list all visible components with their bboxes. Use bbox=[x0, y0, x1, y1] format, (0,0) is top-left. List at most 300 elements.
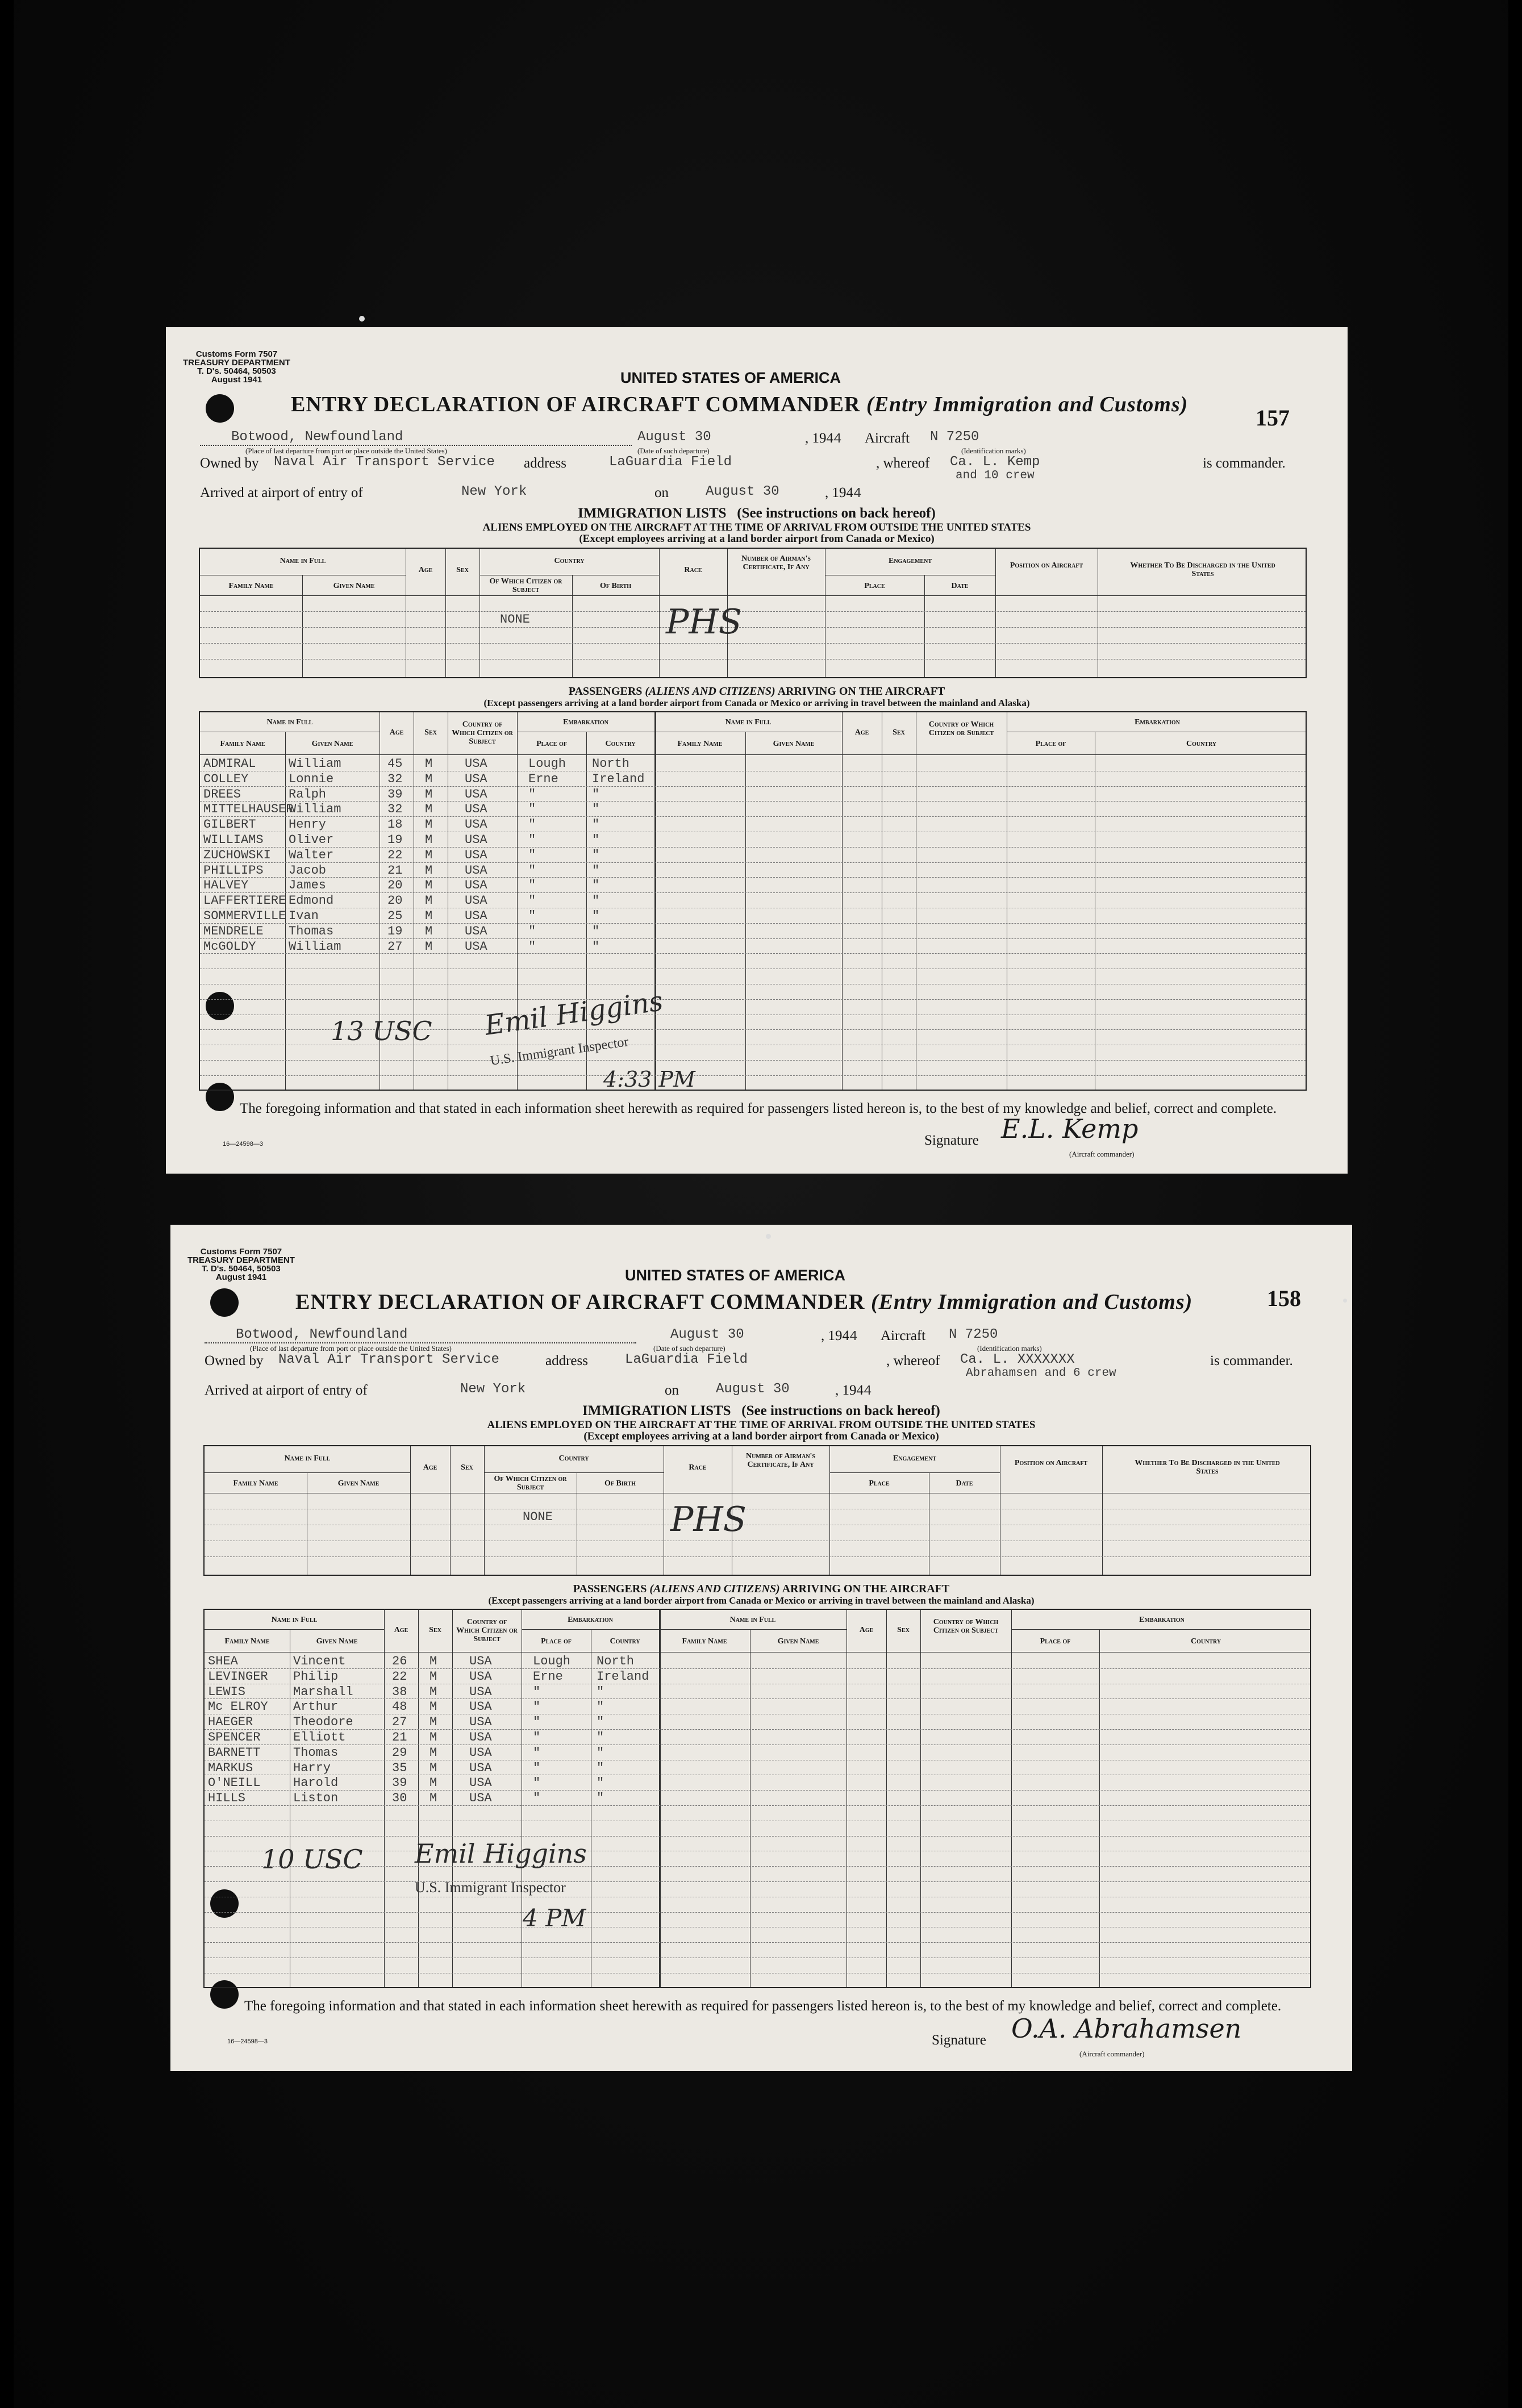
th-citizen-of-2: Country of Which Citizen or Subject bbox=[928, 720, 994, 737]
cell-age: 22 bbox=[387, 848, 403, 862]
title-main: ENTRY DECLARATION OF AIRCRAFT COMMANDER bbox=[291, 393, 861, 416]
on-label: on bbox=[665, 1383, 679, 1398]
signature-caption: (Aircraft commander) bbox=[1079, 2050, 1145, 2058]
cell-embark-country: " bbox=[592, 787, 600, 802]
form-title bbox=[291, 392, 1188, 417]
passengers-a: PASSENGERS bbox=[568, 685, 643, 698]
cell-citizen: USA bbox=[469, 1776, 492, 1791]
form-edition: August 1941 bbox=[215, 1272, 267, 1282]
aircraft-label: Aircraft bbox=[881, 1328, 926, 1343]
cell-embark-place: " bbox=[528, 817, 536, 832]
cell-embark-country: " bbox=[592, 894, 600, 908]
cell-age: 48 bbox=[392, 1700, 407, 1714]
cell-sex: M bbox=[425, 833, 433, 847]
print-code: 16—24598—3 bbox=[227, 2038, 268, 2045]
cell-family-name: SPENCER bbox=[208, 1730, 261, 1745]
cell-family-name: WILLIAMS bbox=[203, 833, 264, 847]
cell-family-name: O'NEILL bbox=[208, 1776, 261, 1791]
cell-embark-place: " bbox=[533, 1715, 541, 1730]
id-caption: (Identification marks) bbox=[977, 1344, 1042, 1353]
passengers-a: PASSENGERS bbox=[573, 1583, 647, 1595]
cell-age: 32 bbox=[387, 771, 403, 786]
aircraft-label: Aircraft bbox=[865, 431, 910, 446]
cell-citizen: USA bbox=[469, 1684, 492, 1699]
cell-sex: M bbox=[425, 757, 433, 771]
cell-age: 39 bbox=[387, 787, 403, 802]
cell-sex: M bbox=[425, 802, 433, 817]
year-suffix: , 194 bbox=[835, 1383, 864, 1398]
cell-family-name: DREES bbox=[203, 787, 241, 802]
cell-age: 22 bbox=[392, 1669, 407, 1684]
departure-date: August 30 bbox=[670, 1327, 744, 1342]
row-rule bbox=[200, 892, 1306, 893]
cell-given-name: Philip bbox=[293, 1669, 339, 1684]
th-given-name: Given Name bbox=[311, 740, 353, 748]
arrived-label: Arrived at airport of entry of bbox=[205, 1383, 368, 1398]
cell-embark-place: " bbox=[528, 833, 536, 847]
cell-citizen: USA bbox=[469, 1700, 492, 1714]
cell-embark-country: " bbox=[597, 1715, 604, 1730]
aliens-none: NONE bbox=[500, 612, 530, 627]
cell-embark-place: " bbox=[533, 1700, 541, 1714]
cell-embark-place: " bbox=[528, 878, 536, 893]
row-rule bbox=[200, 786, 1306, 787]
th-country: Country bbox=[558, 1454, 589, 1463]
row-rule bbox=[205, 1729, 1310, 1730]
th-citizen-of-2: Country of Which Citizen or Subject bbox=[933, 1618, 999, 1635]
th-age: Age bbox=[423, 1463, 437, 1472]
cell-embark-country: Ireland bbox=[592, 771, 645, 786]
aliens-stamp: PHS bbox=[670, 1500, 747, 1539]
cell-family-name: PHILLIPS bbox=[203, 863, 264, 878]
cell-family-name: COLLEY bbox=[203, 771, 249, 786]
row-rule bbox=[205, 1942, 1310, 1943]
cell-age: 19 bbox=[387, 924, 403, 938]
form-reference: T. D's. 50464, 50503 bbox=[197, 366, 276, 376]
country-heading: UNITED STATES OF AMERICA bbox=[620, 369, 841, 386]
cell-family-name: LEWIS bbox=[208, 1684, 246, 1699]
film-speck bbox=[766, 1234, 771, 1239]
usc-stamp: 13 USC bbox=[331, 1016, 432, 1046]
time-note: 4:33 PM bbox=[603, 1067, 695, 1092]
usc-stamp: 10 USC bbox=[261, 1844, 363, 1875]
is-commander-label: is commander. bbox=[1210, 1353, 1293, 1368]
cell-citizen: USA bbox=[469, 1791, 492, 1806]
cell-embark-country: North bbox=[597, 1654, 635, 1668]
cell-embark-country: North bbox=[592, 757, 630, 771]
row-rule bbox=[205, 1805, 1310, 1806]
cell-sex: M bbox=[425, 939, 433, 954]
cell-age: 30 bbox=[392, 1791, 407, 1806]
cell-embark-place: " bbox=[533, 1791, 541, 1806]
immigration-note: (See instructions on back hereof) bbox=[741, 1403, 940, 1418]
cell-family-name: ZUCHOWSKI bbox=[203, 848, 271, 862]
owner: Naval Air Transport Service bbox=[278, 1352, 499, 1367]
cell-age: 39 bbox=[392, 1776, 407, 1791]
cell-embark-place: " bbox=[533, 1684, 541, 1699]
th-sex: Sex bbox=[456, 566, 469, 574]
immigration-title: IMMIGRATION LISTS bbox=[582, 1403, 731, 1418]
cell-given-name: Harold bbox=[293, 1776, 339, 1791]
cell-given-name: Ivan bbox=[289, 909, 319, 923]
year-digit: 4 bbox=[853, 486, 862, 502]
film-speck bbox=[1343, 1299, 1347, 1303]
passengers-b: (ALIENS AND CITIZENS) bbox=[645, 685, 775, 698]
cell-embark-place: " bbox=[528, 939, 536, 954]
form-name: Customs Form 7507 bbox=[195, 349, 278, 359]
form-reference: T. D's. 50464, 50503 bbox=[202, 1264, 281, 1274]
cell-family-name: McGOLDY bbox=[203, 939, 256, 954]
cell-embark-country: " bbox=[592, 909, 600, 923]
row-rule bbox=[200, 877, 1306, 878]
cell-sex: M bbox=[430, 1654, 437, 1668]
th-position: Position on Aircraft bbox=[1014, 1459, 1088, 1467]
th-given-name: Given Name bbox=[333, 582, 375, 590]
punch-hole bbox=[210, 1288, 239, 1317]
punch-hole bbox=[206, 394, 234, 423]
immigration-note: (See instructions on back hereof) bbox=[737, 506, 936, 521]
th-embarkation: Embarkation bbox=[563, 718, 608, 727]
cell-age: 35 bbox=[392, 1760, 407, 1775]
whereof-label: , whereof bbox=[886, 1353, 940, 1368]
place-caption: (Place of last departure from port or place outside the United States) bbox=[250, 1344, 452, 1353]
cell-given-name: Liston bbox=[293, 1791, 339, 1806]
th-race: Race bbox=[684, 566, 702, 574]
row-rule bbox=[200, 1075, 1306, 1076]
cell-embark-place: " bbox=[528, 802, 536, 817]
cell-age: 18 bbox=[387, 817, 403, 832]
cell-age: 27 bbox=[392, 1715, 407, 1730]
th-name-in-full: Name in Full bbox=[266, 718, 313, 727]
cell-sex: M bbox=[430, 1776, 437, 1791]
cell-embark-country: " bbox=[597, 1760, 604, 1775]
id-caption: (Identification marks) bbox=[961, 446, 1026, 455]
row-rule bbox=[205, 1790, 1310, 1791]
title-italic: (Entry Immigration and Customs) bbox=[870, 1290, 1193, 1314]
owner-address: LaGuardia Field bbox=[609, 454, 732, 470]
cell-age: 21 bbox=[387, 863, 403, 878]
cell-citizen: USA bbox=[465, 863, 487, 878]
cell-given-name: Ralph bbox=[289, 787, 327, 802]
th-citizen-of: Country of Which Citizen or Subject bbox=[452, 720, 513, 746]
th-citizen-of: Of Which Citizen or Subject bbox=[489, 577, 562, 594]
th-place-of-2: Place of bbox=[1035, 740, 1066, 748]
cell-family-name: HALVEY bbox=[203, 878, 249, 893]
cell-citizen: USA bbox=[465, 894, 487, 908]
th-given-name-2: Given Name bbox=[773, 740, 815, 748]
th-sex: Sex bbox=[424, 728, 437, 737]
passengers-b: (ALIENS AND CITIZENS) bbox=[649, 1583, 780, 1595]
cell-sex: M bbox=[430, 1700, 437, 1714]
owner: Naval Air Transport Service bbox=[274, 454, 495, 470]
cell-given-name: Marshall bbox=[293, 1684, 353, 1699]
page-number: 157 bbox=[1256, 405, 1290, 431]
cell-given-name: Thomas bbox=[289, 924, 334, 938]
inspector-title: U.S. Immigrant Inspector bbox=[415, 1879, 566, 1896]
row-rule bbox=[200, 862, 1306, 863]
th-discharged: Whether To Be Discharged in the United States bbox=[1135, 1459, 1280, 1476]
row-rule bbox=[200, 953, 1306, 954]
cell-embark-country: " bbox=[592, 833, 600, 847]
row-rule bbox=[200, 816, 1306, 817]
th-country: Country bbox=[610, 1637, 640, 1646]
cell-family-name: BARNETT bbox=[208, 1745, 261, 1760]
cell-given-name: Harry bbox=[293, 1760, 331, 1775]
year-digit: 4 bbox=[833, 432, 842, 447]
cell-citizen: USA bbox=[469, 1745, 492, 1760]
th-family-name: Family Name bbox=[220, 740, 265, 748]
commander-signature: E.L. Kemp bbox=[1001, 1113, 1139, 1144]
date-caption: (Date of such departure) bbox=[637, 446, 710, 455]
cell-embark-place: " bbox=[528, 894, 536, 908]
arrival-airport: New York bbox=[460, 1382, 526, 1397]
cell-embark-country: Ireland bbox=[597, 1669, 649, 1684]
cell-age: 20 bbox=[387, 894, 403, 908]
th-sex: Sex bbox=[461, 1463, 473, 1472]
th-name-in-full: Name in Full bbox=[284, 1454, 331, 1463]
row-rule bbox=[200, 923, 1306, 924]
aliens-table bbox=[203, 1445, 1311, 1576]
cell-citizen: USA bbox=[469, 1654, 492, 1668]
cell-sex: M bbox=[425, 817, 433, 832]
cell-given-name: Jacob bbox=[289, 863, 327, 878]
passengers-except: (Except passengers arriving at a land border airport from Canada or Mexico or arriving in travel between the mainland and Alaska) bbox=[488, 1595, 1035, 1606]
cell-sex: M bbox=[430, 1669, 437, 1684]
row-rule bbox=[200, 938, 1306, 939]
cell-given-name: Vincent bbox=[293, 1654, 346, 1668]
crew-note: Abrahamsen and 6 crew bbox=[966, 1367, 1116, 1380]
departure-place: Botwood, Newfoundland bbox=[236, 1327, 408, 1342]
cell-given-name: William bbox=[289, 757, 341, 771]
th-of-birth: Of Birth bbox=[599, 582, 632, 590]
cell-sex: M bbox=[430, 1715, 437, 1730]
th-place: Place bbox=[869, 1479, 890, 1488]
film-speck bbox=[359, 316, 365, 322]
aliens-heading: ALIENS EMPLOYED ON THE AIRCRAFT AT THE TIME OF ARRIVAL FROM OUTSIDE THE UNITED STATES bbox=[482, 521, 1031, 533]
th-sex-2: Sex bbox=[893, 728, 905, 737]
cell-age: 19 bbox=[387, 833, 403, 847]
immigration-heading bbox=[166, 506, 1348, 521]
cell-embark-place: " bbox=[533, 1776, 541, 1791]
th-certificate: Number of Airman's Certificate, If Any bbox=[741, 554, 811, 571]
cell-family-name: HILLS bbox=[208, 1791, 246, 1806]
row-rule bbox=[205, 1698, 1310, 1699]
arrival-date: August 30 bbox=[716, 1382, 790, 1397]
on-label: on bbox=[654, 485, 669, 500]
th-country-2: Country bbox=[1190, 1637, 1221, 1646]
print-code: 16—24598—3 bbox=[223, 1141, 263, 1147]
th-country-2: Country bbox=[1186, 740, 1217, 748]
cell-given-name: William bbox=[289, 939, 341, 954]
cell-sex: M bbox=[425, 771, 433, 786]
th-sex: Sex bbox=[429, 1626, 441, 1634]
certification-text: The foregoing information and that stated in each information sheet herewith as required for passengers listed hereon is, to the best of my knowledge and belief, correct and complete. bbox=[244, 1998, 1282, 2014]
th-given-name: Given Name bbox=[316, 1637, 358, 1646]
cell-embark-country: " bbox=[592, 802, 600, 817]
cell-citizen: USA bbox=[465, 878, 487, 893]
th-date: Date bbox=[956, 1479, 973, 1488]
cell-age: 32 bbox=[387, 802, 403, 817]
th-name-in-full-2: Name in Full bbox=[725, 718, 772, 727]
form-id-block bbox=[183, 350, 290, 384]
th-age: Age bbox=[418, 566, 433, 574]
th-place-of: Place of bbox=[541, 1637, 572, 1646]
inspector-signature: Emil Higgins bbox=[482, 985, 665, 1042]
cell-sex: M bbox=[425, 909, 433, 923]
cell-sex: M bbox=[425, 863, 433, 878]
cell-embark-country: " bbox=[592, 939, 600, 954]
aliens-except: (Except employees arriving at a land border airport from Canada or Mexico) bbox=[579, 533, 935, 545]
th-engagement: Engagement bbox=[888, 557, 932, 565]
th-embarkation-2: Embarkation bbox=[1139, 1616, 1185, 1624]
cell-family-name: MARKUS bbox=[208, 1760, 253, 1775]
cell-sex: M bbox=[425, 878, 433, 893]
th-age: Age bbox=[394, 1626, 408, 1634]
cell-citizen: USA bbox=[469, 1760, 492, 1775]
aliens-none: NONE bbox=[523, 1510, 553, 1524]
signature-label: Signature bbox=[932, 2033, 986, 2048]
certification-text: The foregoing information and that stated in each information sheet herewith as required for passengers listed hereon is, to the best of my knowledge and belief, correct and complete. bbox=[240, 1101, 1277, 1116]
cell-embark-country: " bbox=[592, 924, 600, 938]
inspector-title: U.S. Immigrant Inspector bbox=[489, 1034, 629, 1069]
commander: Ca. L. XXXXXXX bbox=[960, 1352, 1075, 1367]
th-name-in-full: Name in Full bbox=[271, 1616, 318, 1624]
cell-sex: M bbox=[425, 787, 433, 802]
year-suffix: , 194 bbox=[821, 1328, 849, 1343]
cell-citizen: USA bbox=[465, 924, 487, 938]
cell-age: 38 bbox=[392, 1684, 407, 1699]
row-rule bbox=[205, 1881, 1310, 1882]
cell-given-name: Henry bbox=[289, 817, 327, 832]
cell-citizen: USA bbox=[469, 1669, 492, 1684]
cell-age: 27 bbox=[387, 939, 403, 954]
cell-given-name: William bbox=[289, 802, 341, 817]
aircraft-id: N 7250 bbox=[949, 1327, 998, 1342]
row-rule bbox=[200, 999, 1306, 1000]
cell-given-name: Oliver bbox=[289, 833, 334, 847]
th-place: Place bbox=[864, 582, 885, 590]
cell-sex: M bbox=[430, 1760, 437, 1775]
cell-embark-country: " bbox=[597, 1700, 604, 1714]
inspector-signature: Emil Higgins bbox=[415, 1838, 587, 1869]
cell-given-name: Arthur bbox=[293, 1700, 339, 1714]
th-sex-2: Sex bbox=[897, 1626, 910, 1634]
cell-citizen: USA bbox=[465, 771, 487, 786]
cell-embark-place: Erne bbox=[533, 1669, 563, 1684]
cell-age: 21 bbox=[392, 1730, 407, 1745]
passengers-c: ARRIVING ON THE AIRCRAFT bbox=[777, 685, 945, 698]
address-label: address bbox=[524, 456, 566, 471]
arrival-year-label bbox=[825, 485, 861, 502]
cell-family-name: SHEA bbox=[208, 1654, 238, 1668]
cell-given-name: Theodore bbox=[293, 1715, 353, 1730]
th-family-name: Family Name bbox=[228, 582, 274, 590]
cell-embark-country: " bbox=[592, 863, 600, 878]
cell-citizen: USA bbox=[465, 787, 487, 802]
year-suffix: , 194 bbox=[805, 431, 833, 446]
th-embarkation-2: Embarkation bbox=[1135, 718, 1180, 727]
cell-embark-place: " bbox=[528, 848, 536, 862]
declaration-sheet-158 bbox=[170, 1225, 1352, 2071]
cell-citizen: USA bbox=[465, 757, 487, 771]
th-date: Date bbox=[951, 582, 969, 590]
is-commander-label: is commander. bbox=[1203, 456, 1286, 471]
immigration-title: IMMIGRATION LISTS bbox=[578, 506, 727, 521]
th-citizen-of: Of Which Citizen or Subject bbox=[494, 1475, 567, 1492]
year-label bbox=[805, 431, 841, 447]
department: TREASURY DEPARTMENT bbox=[183, 358, 290, 368]
whereof-label: , whereof bbox=[876, 456, 930, 471]
cell-embark-place: " bbox=[528, 863, 536, 878]
title-main: ENTRY DECLARATION OF AIRCRAFT COMMANDER bbox=[295, 1290, 865, 1314]
cell-family-name: MITTELHAUSER bbox=[203, 802, 294, 817]
cell-embark-country: " bbox=[597, 1791, 604, 1806]
cell-embark-place: " bbox=[528, 924, 536, 938]
cell-family-name: LAFFERTIERE bbox=[203, 894, 286, 908]
cell-given-name: Lonnie bbox=[289, 771, 334, 786]
commander-signature: O.A. Abrahamsen bbox=[1011, 2013, 1242, 2044]
departure-date: August 30 bbox=[637, 429, 711, 445]
cell-embark-country: " bbox=[592, 848, 600, 862]
th-age-2: Age bbox=[859, 1626, 874, 1634]
cell-family-name: SOMMERVILLE bbox=[203, 909, 286, 923]
cell-family-name: HAEGER bbox=[208, 1715, 253, 1730]
th-age: Age bbox=[389, 728, 404, 737]
signature-caption: (Aircraft commander) bbox=[1069, 1150, 1135, 1158]
row-rule bbox=[200, 847, 1306, 848]
year-digit: 4 bbox=[849, 1329, 858, 1345]
year-suffix: , 194 bbox=[825, 485, 853, 500]
th-embarkation: Embarkation bbox=[568, 1616, 613, 1624]
th-name-in-full: Name in Full bbox=[280, 557, 326, 565]
th-family-name: Family Name bbox=[224, 1637, 270, 1646]
th-name-in-full-2: Name in Full bbox=[729, 1616, 776, 1624]
date-caption: (Date of such departure) bbox=[653, 1344, 725, 1353]
cell-citizen: USA bbox=[469, 1715, 492, 1730]
th-family-name: Family Name bbox=[233, 1479, 278, 1488]
address-label: address bbox=[545, 1353, 588, 1368]
th-discharged: Whether To Be Discharged in the United States bbox=[1130, 561, 1275, 578]
cell-citizen: USA bbox=[469, 1730, 492, 1745]
crew-note: and 10 crew bbox=[956, 469, 1035, 482]
cell-sex: M bbox=[430, 1684, 437, 1699]
cell-sex: M bbox=[425, 894, 433, 908]
year-label bbox=[821, 1328, 857, 1345]
th-country: Country bbox=[554, 557, 585, 565]
cell-citizen: USA bbox=[465, 802, 487, 817]
cell-citizen: USA bbox=[465, 817, 487, 832]
th-country: Country bbox=[605, 740, 636, 748]
th-engagement: Engagement bbox=[893, 1454, 936, 1463]
cell-sex: M bbox=[430, 1730, 437, 1745]
cell-age: 26 bbox=[392, 1654, 407, 1668]
cell-sex: M bbox=[425, 848, 433, 862]
aliens-table bbox=[199, 548, 1307, 678]
passengers-heading bbox=[166, 685, 1348, 698]
cell-embark-place: " bbox=[533, 1760, 541, 1775]
aliens-stamp: PHS bbox=[666, 602, 742, 642]
passengers-c: ARRIVING ON THE AIRCRAFT bbox=[782, 1583, 950, 1595]
cell-family-name: GILBERT bbox=[203, 817, 256, 832]
aircraft-id: N 7250 bbox=[930, 429, 979, 445]
aliens-heading: ALIENS EMPLOYED ON THE AIRCRAFT AT THE TIME OF ARRIVAL FROM OUTSIDE THE UNITED STATES bbox=[487, 1419, 1036, 1431]
cell-age: 25 bbox=[387, 909, 403, 923]
form-edition: August 1941 bbox=[211, 375, 262, 385]
th-citizen-of: Country of Which Citizen or Subject bbox=[456, 1618, 518, 1643]
cell-embark-country: " bbox=[592, 817, 600, 832]
row-rule bbox=[200, 1060, 1306, 1061]
cell-embark-country: " bbox=[597, 1745, 604, 1760]
